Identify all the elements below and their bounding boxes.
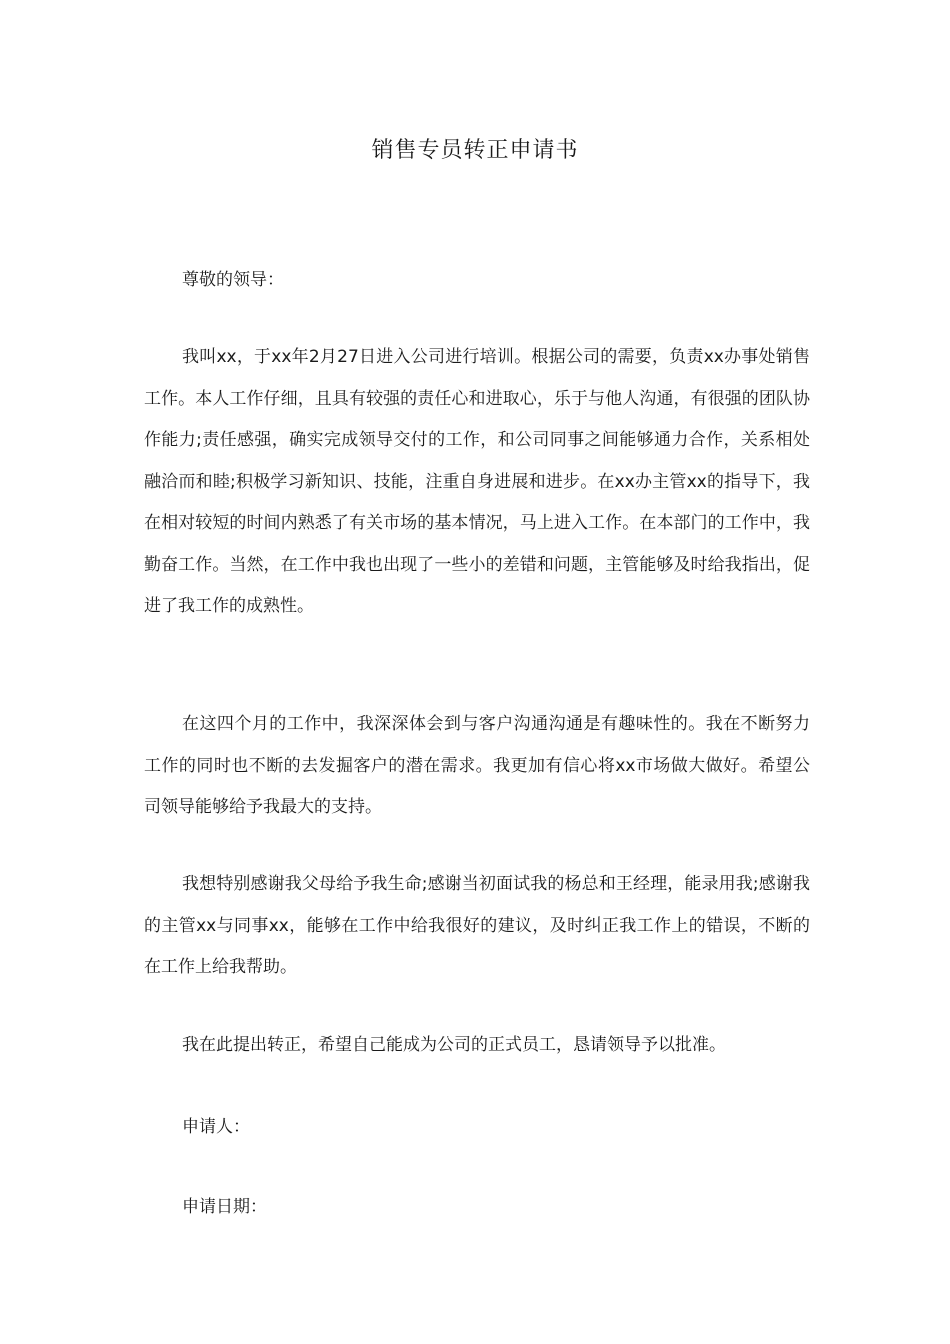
- applicant-label: 申请人：: [182, 1117, 250, 1137]
- paragraph-3: 我想特别感谢我父母给予我生命;感谢当初面试我的杨总和王经理，能录用我;感谢我的主管xx与同事xx，能够在工作中给我很好的建议，及时纠正我工作上的错误，不断的在工作上给我帮助。: [144, 874, 810, 977]
- paragraph-1: 我叫xx，于xx年2月27日进入公司进行培训。根据公司的需要，负责xx办事处销售工作。本人工作仔细，且具有较强的责任心和进取心，乐于与他人沟通，有很强的团队协作能力;责任感强，确实完成领导交付的工作，和公司同事之间能够通力合作，关系相处融洽而和睦;积极学习新知识、技能，注重自身进展和进步。在xx办主管xx的指导下，我在相对较短的时间内熟悉了有关市场的基本情况，马上进入工作。在本部门的工作中，我勤奋工作。当然，在工作中我也出现了一些小的差错和问题，主管能够及时给我指出，促进了我工作的成熟性。: [144, 347, 810, 616]
- application-date-label: 申请日期：: [182, 1197, 267, 1217]
- document-title: 销售专员转正申请书: [371, 138, 579, 163]
- paragraph-4: 我在此提出转正，希望自己能成为公司的正式员工，恳请领导予以批准。: [182, 1035, 726, 1055]
- salutation: 尊敬的领导：: [182, 270, 284, 290]
- paragraph-2: 在这四个月的工作中，我深深体会到与客户沟通沟通是有趣味性的。我在不断努力工作的同时也不断的去发掘客户的潜在需求。我更加有信心将xx市场做大做好。希望公司领导能够给予我最大的支持。: [144, 714, 810, 817]
